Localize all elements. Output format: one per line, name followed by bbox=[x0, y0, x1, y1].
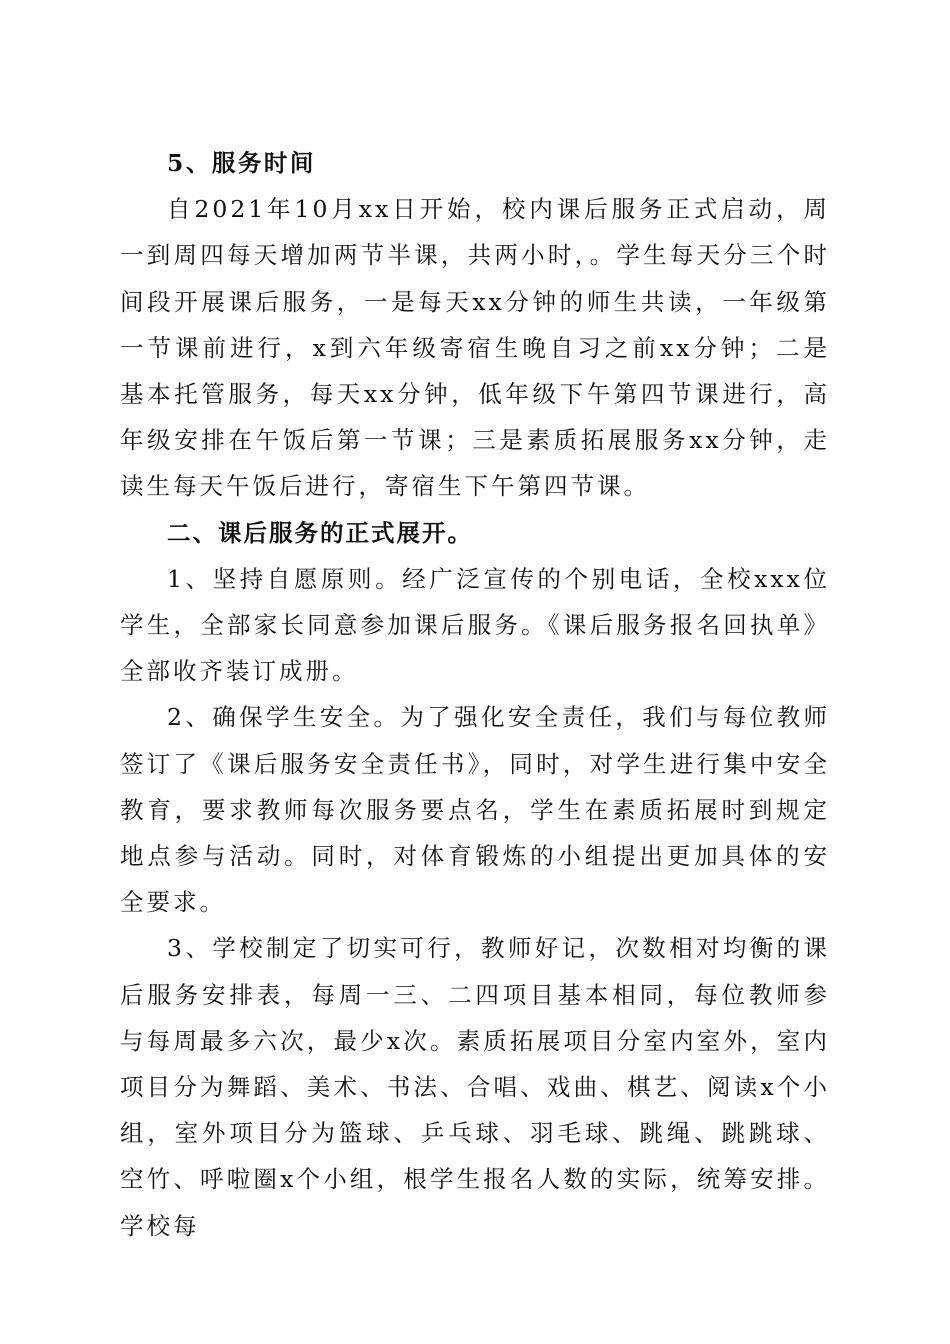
section-heading-after-school-service: 二、课后服务的正式展开。 bbox=[167, 518, 473, 547]
paragraph-voluntary-principle: 1、坚持自愿原则。经广泛宣传的个别电话，全校xxx位学生，全部家长同意参加课后服务。《课后服务报名回执单》全部收齐装订成册。 bbox=[120, 564, 830, 686]
subheading-service-time: 5、服务时间 bbox=[167, 149, 316, 177]
paragraph-schedule-arrangement: 3、学校制定了切实可行，教师好记，次数相对均衡的课后服务安排表，每周一三、二四项目基本相同，每位教师参与每周最多六次，最少x次。素质拓展项目分室内室外，室内项目分为舞蹈、美术、书法、合唱、戏曲、棋艺、阅读x个小组，室外项目分为篮球、乒乓球、羽毛球、跳绳、跳跳球、空竹、呼啦圈x个小组，根学生报名人数的实际，统筹安排。学校每 bbox=[120, 934, 830, 1240]
paragraph-service-time: 自2021年10月xx日开始，校内课后服务正式启动，周一到周四每天增加两节半课，共两小时，。学生每天分三个时间段开展课后服务，一是每天xx分钟的师生共读，一年级第一节课前进行，x到六年级寄宿生晚自习之前xx分钟；二是基本托管服务，每天xx分钟，低年级下午第四节课进行，高年级安排在午饭后第一节课；三是素质拓展服务xx分钟，走读生每天午饭后进行，寄宿生下午第四节课。 bbox=[120, 195, 830, 501]
document-body bbox=[120, 140, 830, 1249]
paragraph-student-safety: 2、确保学生安全。为了强化安全责任，我们与每位教师签订了《课后服务安全责任书》，同时，对学生进行集中安全教育，要求教师每次服务要点名，学生在素质拓展时到规定地点参与活动。同时，对体育锻炼的小组提出更加具体的安全要求。 bbox=[120, 703, 830, 917]
